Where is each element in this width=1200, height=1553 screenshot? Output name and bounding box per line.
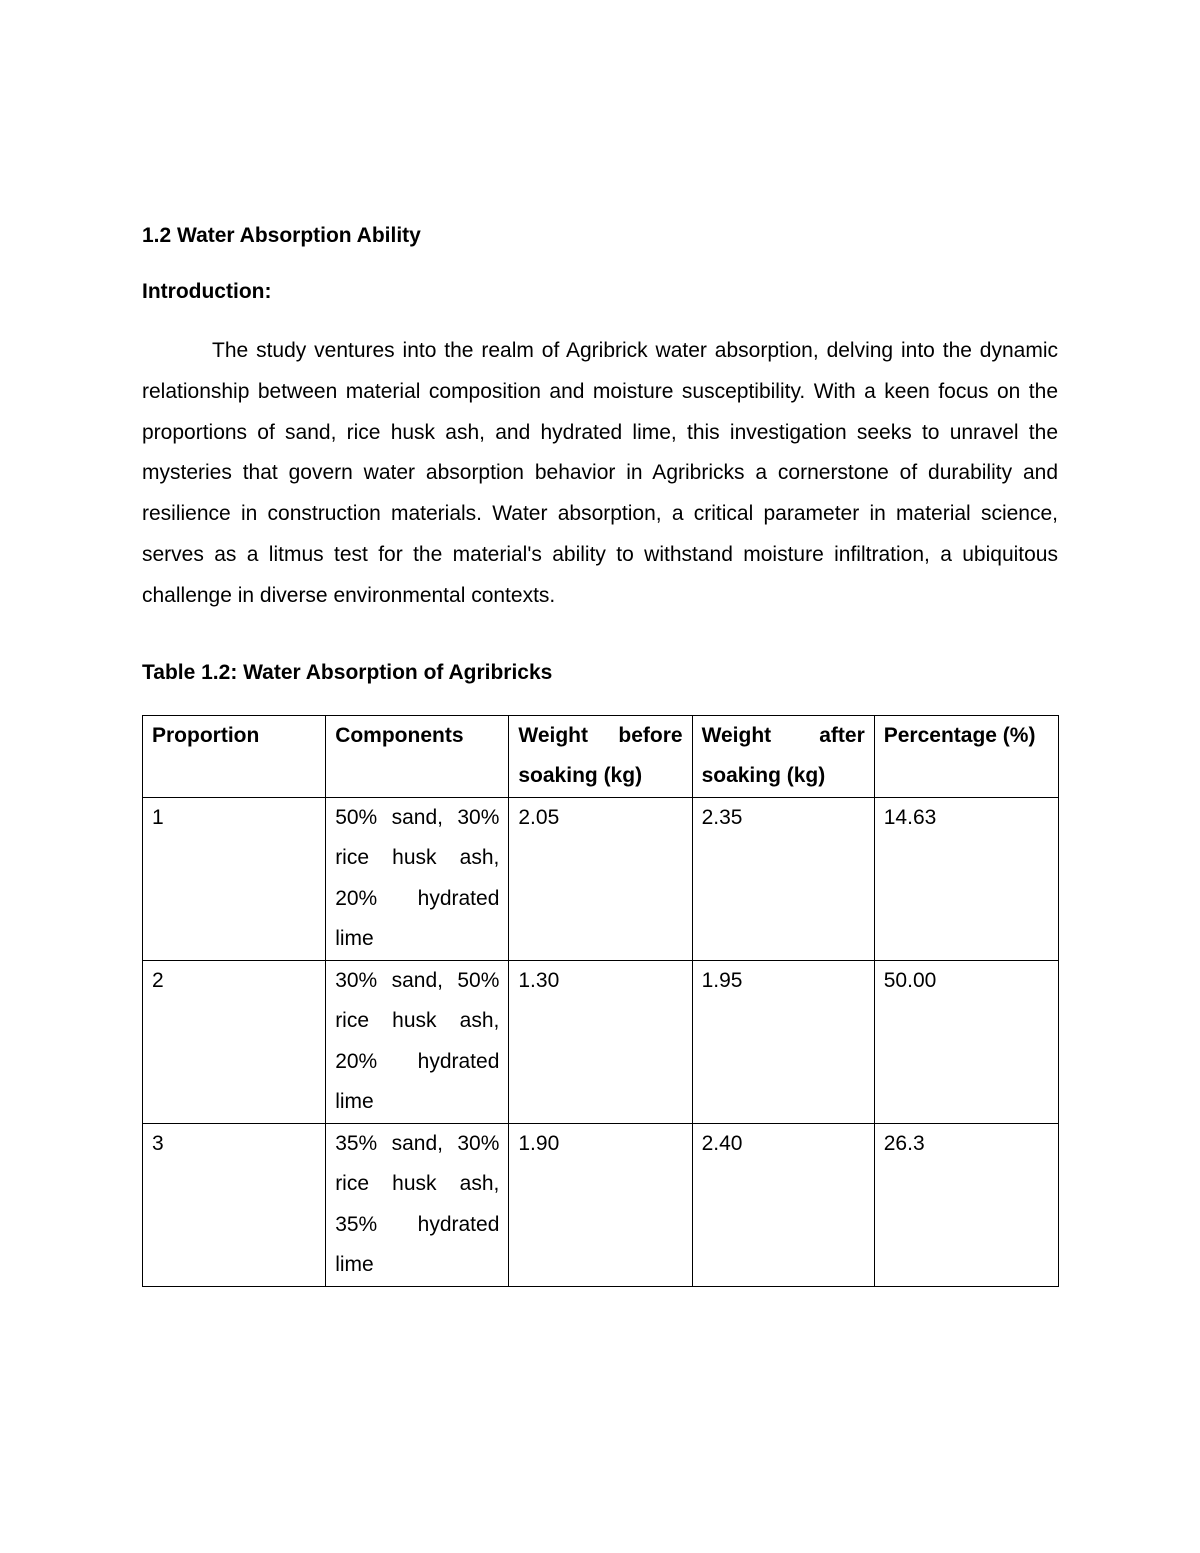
cell-percentage: 14.63 [874, 797, 1058, 960]
water-absorption-table [142, 715, 1059, 1287]
introduction-heading: Introduction: [142, 280, 272, 303]
table-header-row [143, 715, 1059, 797]
cell-components: 30% sand, 50% rice husk ash, 20% hydrated lime [326, 960, 509, 1123]
table-row [143, 1123, 1059, 1286]
section-title: 1.2 Water Absorption Ability [142, 224, 421, 247]
cell-weight-after: 2.40 [692, 1123, 874, 1286]
cell-components: 50% sand, 30% rice husk ash, 20% hydrated lime [326, 797, 509, 960]
header-percentage: Percentage (%) [874, 715, 1058, 797]
cell-proportion: 1 [143, 797, 326, 960]
cell-percentage: 50.00 [874, 960, 1058, 1123]
cell-proportion: 3 [143, 1123, 326, 1286]
cell-percentage: 26.3 [874, 1123, 1058, 1286]
cell-components: 35% sand, 30% rice husk ash, 35% hydrated lime [326, 1123, 509, 1286]
header-weight-after: Weight after soaking (kg) [692, 715, 874, 797]
cell-weight-after: 2.35 [692, 797, 874, 960]
header-proportion: Proportion [143, 715, 326, 797]
cell-proportion: 2 [143, 960, 326, 1123]
introduction-paragraph: The study ventures into the realm of Agribrick water absorption, delving into the dynamic relationship between material composition and moisture susceptibility. With a keen focus on the proportions of sand, rice husk ash, and hydrated lime, this investigation seeks to unravel the mysteries that govern water absorption behavior in Agribricks a cornerstone of durability and resilience in construction materials. Water absorption, a critical parameter in material science, serves as a litmus test for the material's ability to withstand moisture infiltration, a ubiquitous challenge in diverse environmental contexts. [142, 339, 1058, 607]
table-row [143, 960, 1059, 1123]
table-caption: Table 1.2: Water Absorption of Agribricks [142, 660, 553, 684]
document-page [142, 220, 1058, 1287]
header-weight-before: Weight before soaking (kg) [509, 715, 692, 797]
cell-weight-before: 2.05 [509, 797, 692, 960]
header-components: Components [326, 715, 509, 797]
table-row [143, 797, 1059, 960]
cell-weight-before: 1.90 [509, 1123, 692, 1286]
cell-weight-after: 1.95 [692, 960, 874, 1123]
cell-weight-before: 1.30 [509, 960, 692, 1123]
